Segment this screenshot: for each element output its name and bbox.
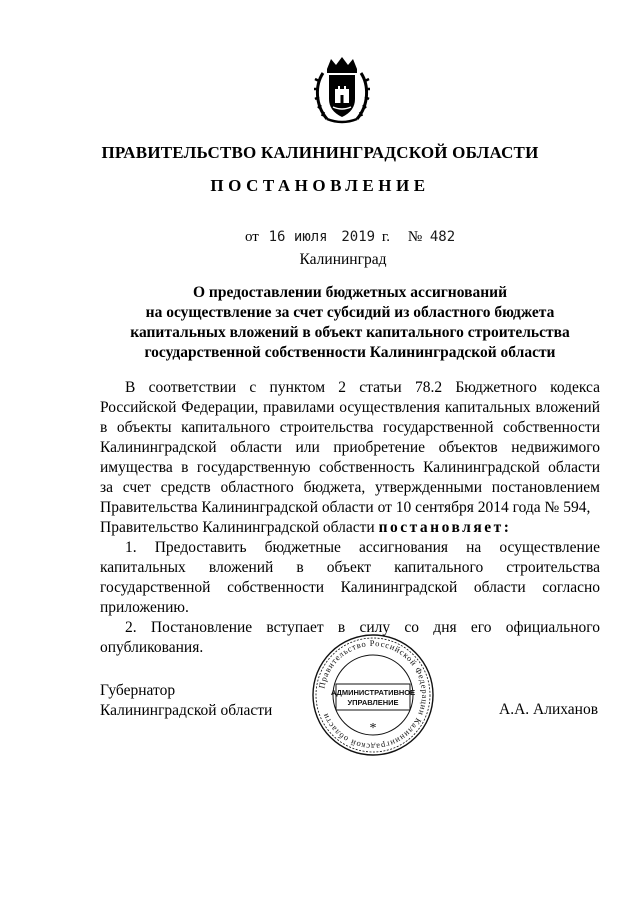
- handwritten-year: 2019: [341, 229, 376, 245]
- item-line: 2. Постановление вступает в силу со дня его официального: [125, 619, 600, 636]
- subject-line: капитальных вложений в объект капитального строительства: [130, 324, 570, 341]
- seal-center-line2: УПРАВЛЕНИЕ: [347, 698, 399, 707]
- subject-line: государственной собственности Калининградской области: [144, 344, 556, 361]
- resolves-keyword: постановляет:: [378, 519, 512, 536]
- item-line: капитальных вложений в объект капитального строительства: [100, 559, 600, 576]
- body-line: за счет средств областного бюджета, утвержденными постановлением: [100, 479, 600, 496]
- decree-subject: [100, 283, 600, 363]
- subject-line: на осуществление за счет субсидий из областного бюджета: [145, 304, 555, 321]
- handwritten-date: 16 июля: [268, 229, 328, 245]
- body-line: Российской Федерации, правилами осуществления капитальных вложений: [100, 399, 600, 416]
- resolution-line: [100, 518, 600, 538]
- handwritten-number: 482: [429, 229, 456, 245]
- year-suffix: г.: [381, 229, 391, 245]
- item-line: опубликования.: [100, 639, 204, 656]
- city-name: Калининград: [299, 251, 387, 268]
- subject-line: О предоставлении бюджетных ассигнований: [192, 284, 507, 301]
- body-line: Калининградской области или приобретение объектов недвижимого: [100, 439, 600, 456]
- coat-of-arms-emblem: [313, 55, 371, 125]
- seal-star: *: [369, 721, 377, 736]
- body-line: в объекты капитального строительства государственной собственности: [100, 419, 600, 436]
- resolution-prefix: Правительство Калининградской области: [100, 519, 375, 536]
- official-seal: [310, 632, 436, 758]
- date-number-line: [245, 229, 456, 246]
- seal-center-line1: АДМИНИСТРАТИВНОЕ: [330, 688, 416, 697]
- body-line: Правительства Калининградской области от 10 сентября 2014 года № 594,: [100, 499, 591, 516]
- signatory-position: [100, 681, 272, 721]
- number-sign: №: [407, 229, 423, 245]
- signatory-name: А.А. Алиханов: [499, 701, 599, 718]
- position-region: Калининградской области: [100, 702, 273, 719]
- seal-ring-text: Правительство Российской Федерации Калининградской области: [316, 637, 431, 753]
- body-line: имущества в государственную собственность Калининградской области: [100, 459, 600, 476]
- date-prefix: от: [245, 229, 259, 245]
- position-title: Губернатор: [100, 682, 176, 699]
- item-line: приложению.: [100, 599, 189, 616]
- document-type-title: ПОСТАНОВЛЕНИЕ: [210, 176, 430, 195]
- decree-body: [100, 378, 600, 658]
- item-line: государственной собственности Калининградской области согласно: [100, 579, 600, 596]
- body-line: В соответствии с пунктом 2 статьи 78.2 Бюджетного кодекса: [125, 379, 600, 396]
- item-line: 1. Предоставить бюджетные ассигнования на осуществление: [125, 539, 600, 556]
- government-title: ПРАВИТЕЛЬСТВО КАЛИНИНГРАДСКОЙ ОБЛАСТИ: [101, 143, 539, 162]
